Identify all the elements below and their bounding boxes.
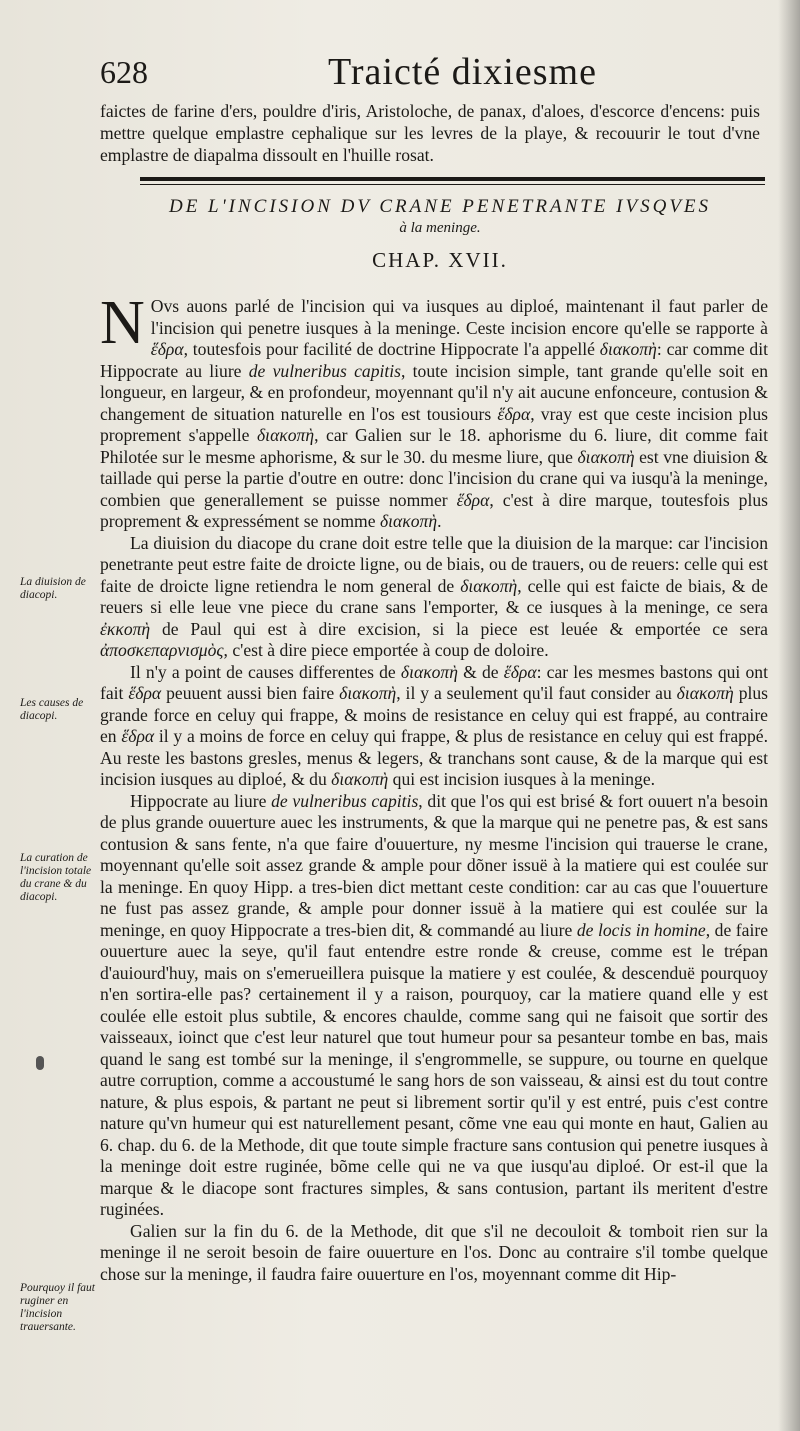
drop-cap: N	[100, 289, 145, 357]
paragraph-3: Il n'y a point de causes differentes de διακοπὴ & de ἕδρα: car les mesmes bastons qui ont fait ἕδρα peuuent aussi bien faire διακοπὴ, il y a seulement qu'il faut consider au διακοπὴ plus grande force en celuy qui frappe, & moins de resistance en celuy qui est frappé, au contraire en ἕδρα il y a moins de force en celuy qui frappe, & plus de resistance en celuy qui est frappé. Au reste les bastons gresles, menus & legers, & tranchans sont cause, & de la marque qui est incision iusques au diploé, & du διακοπὴ qui est incision iusques à la meninge.	[100, 661, 769, 789]
greek-diakope: διακοπὴ	[257, 425, 315, 445]
greek-diakope: διακοπὴ	[331, 769, 389, 789]
margin-note-diuision: La diuision de diacopi.	[20, 576, 86, 601]
greek-ekkope: ἐκκοπὴ	[100, 618, 151, 639]
greek-diakope: διακοπὴ	[577, 446, 635, 467]
greek-hedra: ἕδρα	[456, 489, 490, 510]
margin-note-ruginer: Pourquoy il faut ruginer en l'incision trauersante.	[20, 1282, 95, 1333]
chapter-body	[100, 289, 769, 1285]
greek-diakope: διακοπὴ	[599, 339, 657, 359]
binding-hole-mark	[36, 1056, 44, 1070]
paragraph-5: Galien sur la fin du 6. de la Methode, dit que s'il ne decouloit & tomboit rien sur la meninge il ne seroit besoin de faire ouuerture en l'os. Donc au contraire s'il tombe quelque chose sur la meninge, il faudra faire ouuerture en l'os, moyennant comme dit Hip-	[100, 1220, 768, 1284]
greek-diakope: διακοπὴ	[400, 661, 458, 682]
running-header	[100, 48, 780, 96]
greek-hedra: ἕδρα	[150, 339, 184, 359]
section-rule-thin	[140, 184, 765, 185]
margin-note-curation: La curation de l'incision totale du crane & du diacopi.	[20, 852, 92, 903]
intro-paragraph: faictes de farine d'ers, pouldre d'iris, Aristoloche, de panax, d'aloes, d'escorce d'encens: puis mettre quelque emplastre cephalique sur les levres de la playe, & recouurir le tout d'vne emplastre de diapalma dissoult en l'huille rosat.	[100, 101, 760, 165]
paragraph-2: La diuision du diacope du crane doit estre telle que la diuision de la marque: car l'incision penetrante peut estre faite de droicte ligne, ou de biais, ou de trauers, ou de reuers: celle qui est faite de droicte ligne retiendra le nom general de διακοπὴ, celle qui est faicte de biais, & de reuers si elle leue vne piece du crane sans l'emporter, & ce iusques à la meninge, ce sera ἐκκοπὴ de Paul qui est à dire excision, si la piece est leuée & emportée ce sera ἀποσκεπαρνισμὸς, c'est à dire piece emportée à coup de doloire.	[100, 532, 768, 660]
greek-hedra: ἕδρα	[503, 661, 537, 682]
page-number: 628	[100, 54, 148, 90]
greek-aposkeparnismos: ἀποσκεπαρνισμὸς	[100, 640, 224, 660]
book-title: de vulneribus capitis	[271, 790, 419, 811]
greek-diakope: διακοπὴ	[339, 683, 397, 703]
book-title: de vulneribus capitis	[248, 360, 402, 381]
greek-diakope: διακοπὴ	[379, 511, 438, 531]
section-title: DE L'INCISION DV CRANE PENETRANTE IVSQVES	[168, 196, 712, 217]
greek-diakope: διακοπὴ	[676, 683, 734, 703]
running-title: Traicté dixiesme	[328, 51, 597, 93]
greek-hedra: ἕδρα	[121, 726, 155, 746]
paragraph-4: Hippocrate au liure de vulneribus capitis, dit que l'os qui est brisé & fort ouuert n'a besoin de plus grande ouuerture auec les instruments, & que la marque qui ne penetre pas, & est sans contusion & sans fente, n'a que faire d'ouuerture, ny mesme l'incision qui trauerse le crane, moyennant qu'elle soit assez grande & ample pour dõner issuë à la matiere qui est coulée sur la meninge. En quoy Hipp. a tres-bien dict mettant ceste condition: car au cas que l'ouuerture ne fust pas assez grande, & ample pour donner issuë à la matiere qui est coulée sur la meninge, en quoy Hippocrate a tres-bien dit, & commandé au liure de locis in homine, de faire ouuerture auec la seye, qu'il faut entendre estre ronde & creuse, comme est le trépan d'auiourd'huy, mais on s'emerueillera puisque la matiere y est coulée, & descenduë pourquoy n'en sortira-elle pas? certainement il y a raison, pourquoy, car la matiere quand elle y est coulée elle estoit plus subtile, & encores chaulde, comme sang qui ne faisoit que sortir des vaisseaux, ioinct que c'est leur naturel que tout humeur pour sa pesanteur tombe en bas, mais quand le sang est tombé sur la meninge, il s'engrommelle, se suppure, ou tourne en quelque autre corruption, comme a accoustumé le sang hors de son vaisseau, & ainsi est du tout contre nature, & plus espois, & partant ne peut si librement sortir qu'il y est entré, puis c'est contre nature qu'vn humeur qui est naturellement pesant, cõme vne eau qui monte en haut, Galien au 6. chap. du 6. de la Methode, dit que toute simple fracture sans contusion qui penetre iusques à la meninge doit estre ruginée, bõme celle qui ne va que iusqu'au diploé. Or est-il que la marque & le diacope sont fractures simples, & sans contusion, partant ils meritent d'estre ruginées.	[100, 790, 769, 1219]
paragraph-1: N Ovs auons parlé de l'incision qui va iusques au diploé, maintenant il faut parler de l'incision qui penetre iusques à la meninge. Ceste incision encore qu'elle se rapporte à ἕδρα, toutesfois pour facilité de doctrine Hippocrate l'a appellé διακοπὴ: car comme dit Hippocrate au liure de vulneribus capitis, toute incision simple, tant grande qu'elle soit en longueur, en largeur, & en profondeur, moyennant qu'il n'y ait aucune enfonceure, contusion & changement de situation naturelle en l'os est tousiours ἕδρα, vray est que ceste incision plus proprement s'appelle διακοπὴ, car Galien sur le 18. aphorisme du 6. liure, dit comme fait Philotée sur le mesme aphorisme, & sur le 30. du mesme liure, que διακοπὴ est vne diuision & taillade qui perse la partie d'outre en outre: donc l'incision du crane qui va iusqu'à la meninge, combien que generallement se puisse nommer ἕδρα, c'est à dire marque, toutesfois plus proprement & expressément se nomme διακοπὴ.	[100, 289, 769, 531]
section-rule-thick	[140, 177, 765, 181]
greek-hedra: ἕδρα	[497, 403, 531, 424]
greek-diakope: διακοπὴ	[460, 575, 518, 596]
section-subtitle: à la meninge.	[399, 220, 481, 236]
chapter-heading: CHAP. XVII.	[372, 248, 508, 272]
book-title-locis: de locis in homine	[576, 919, 706, 940]
greek-hedra: ἕδρα	[128, 683, 162, 703]
page-gutter-shadow	[778, 0, 800, 1431]
margin-note-causes: Les causes de diacopi.	[20, 697, 84, 722]
